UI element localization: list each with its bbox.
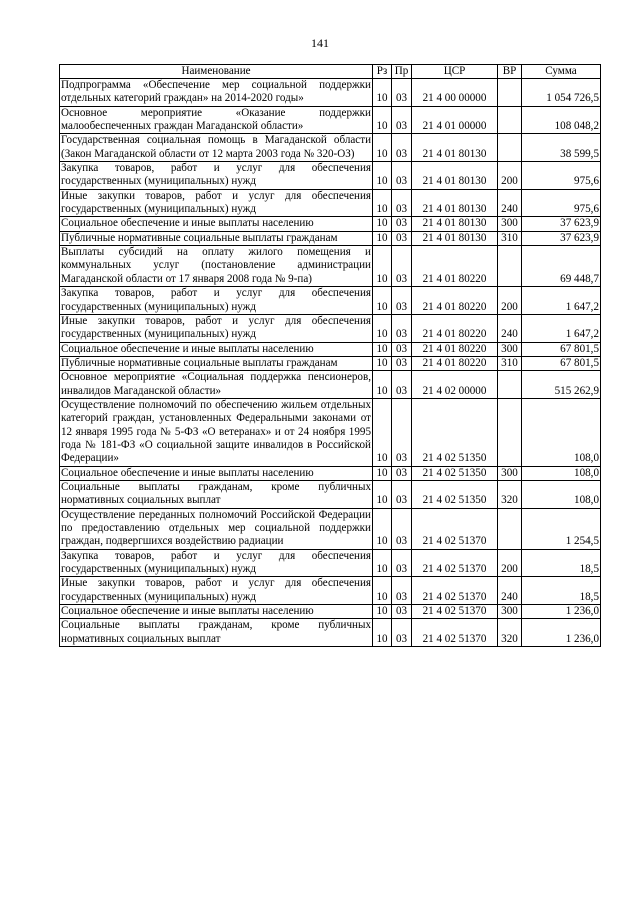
table-row xyxy=(60,508,601,549)
row-pr: 03 xyxy=(392,287,412,315)
row-name: Публичные нормативные социальные выплаты гражданам xyxy=(60,231,373,245)
table-row xyxy=(60,480,601,508)
row-sum: 18,5 xyxy=(522,549,601,577)
row-csr: 21 4 02 00000 xyxy=(412,371,498,399)
row-name: Осуществление переданных полномочий Российской Федерации по предоставлению отдельных мер социальной поддержки граждан, подвергшихся воздействию радиации xyxy=(61,508,371,548)
row-vr: 200 xyxy=(498,162,522,190)
row-sum: 108,0 xyxy=(522,480,601,508)
table-row xyxy=(60,398,601,466)
row-sum: 108,0 xyxy=(522,466,601,480)
table-row xyxy=(60,134,601,162)
row-vr: 300 xyxy=(498,605,522,619)
row-name: Закупка товаров, работ и услуг для обеспечения государственных (муниципальных) нужд xyxy=(61,287,371,313)
row-csr: 21 4 02 51370 xyxy=(412,549,498,577)
row-vr: 310 xyxy=(498,231,522,245)
table-row xyxy=(60,605,601,619)
row-vr xyxy=(498,106,522,134)
row-vr xyxy=(498,134,522,162)
row-csr: 21 4 00 00000 xyxy=(412,79,498,107)
row-name: Подпрограмма «Обеспечение мер социальной поддержки отдельных категорий граждан» на 2014-2020 годы» xyxy=(61,79,371,105)
row-name: Социальное обеспечение и иные выплаты населению xyxy=(60,342,373,356)
row-csr: 21 4 01 80130 xyxy=(412,134,498,162)
row-pr: 03 xyxy=(392,246,412,287)
row-vr: 320 xyxy=(498,619,522,647)
header-sum: Сумма xyxy=(522,65,601,79)
row-csr: 21 4 02 51350 xyxy=(412,398,498,466)
row-sum: 67 801,5 xyxy=(522,342,601,356)
row-csr: 21 4 01 80220 xyxy=(412,356,498,370)
row-vr: 300 xyxy=(498,342,522,356)
table-header-row xyxy=(60,65,601,79)
table-row xyxy=(60,549,601,577)
row-csr: 21 4 01 80130 xyxy=(412,162,498,190)
row-csr: 21 4 02 51370 xyxy=(412,577,498,605)
row-rz: 10 xyxy=(373,246,392,287)
row-sum: 1 054 726,5 xyxy=(522,79,601,107)
row-rz: 10 xyxy=(373,466,392,480)
row-name: Иные закупки товаров, работ и услуг для обеспечения государственных (муниципальных) нужд xyxy=(61,314,371,341)
row-rz: 10 xyxy=(373,577,392,605)
row-pr: 03 xyxy=(392,231,412,245)
row-rz: 10 xyxy=(373,619,392,647)
row-vr xyxy=(498,371,522,399)
row-sum: 108 048,2 xyxy=(522,106,601,134)
row-name: Публичные нормативные социальные выплаты гражданам xyxy=(60,356,373,370)
table-row xyxy=(60,162,601,190)
row-rz: 10 xyxy=(373,508,392,549)
row-csr: 21 4 01 80220 xyxy=(412,287,498,315)
row-csr: 21 4 01 80220 xyxy=(412,314,498,342)
row-name: Социальное обеспечение и иные выплаты населению xyxy=(60,605,373,619)
row-sum: 1 236,0 xyxy=(522,605,601,619)
row-rz: 10 xyxy=(373,106,392,134)
row-vr xyxy=(498,398,522,466)
table-row xyxy=(60,287,601,315)
table-row xyxy=(60,619,601,647)
row-pr: 03 xyxy=(392,342,412,356)
header-name: Наименование xyxy=(60,65,373,79)
row-vr: 300 xyxy=(498,217,522,231)
row-rz: 10 xyxy=(373,605,392,619)
row-sum: 67 801,5 xyxy=(522,356,601,370)
row-pr: 03 xyxy=(392,189,412,217)
row-rz: 10 xyxy=(373,189,392,217)
table-row xyxy=(60,371,601,399)
row-sum: 515 262,9 xyxy=(522,371,601,399)
row-csr: 21 4 02 51370 xyxy=(412,619,498,647)
row-sum: 37 623,9 xyxy=(522,217,601,231)
row-name: Социальные выплаты гражданам, кроме публичных нормативных социальных выплат xyxy=(61,480,371,507)
row-pr: 03 xyxy=(392,466,412,480)
row-vr: 310 xyxy=(498,356,522,370)
row-csr: 21 4 02 51370 xyxy=(412,508,498,549)
row-vr: 240 xyxy=(498,314,522,342)
row-sum: 975,6 xyxy=(522,189,601,217)
row-csr: 21 4 01 80130 xyxy=(412,189,498,217)
row-name: Осуществление полномочий по обеспечению жильем отдельных категорий граждан, установленных Федеральными законами от 12 января 1995 года № 5-ФЗ «О ветеранах» и от 24 ноября 1995 года № 181-ФЗ «О социальной защите инвалидов в Российской Федерации» xyxy=(61,398,371,465)
row-csr: 21 4 02 51370 xyxy=(412,605,498,619)
row-rz: 10 xyxy=(373,231,392,245)
row-sum: 1 647,2 xyxy=(522,314,601,342)
row-name: Социальное обеспечение и иные выплаты населению xyxy=(60,217,373,231)
row-pr: 03 xyxy=(392,398,412,466)
row-name: Государственная социальная помощь в Магаданской области (Закон Магаданской области от 12 марта 2003 года № 320-ОЗ) xyxy=(61,134,371,160)
table-row xyxy=(60,106,601,134)
row-rz: 10 xyxy=(373,549,392,577)
row-pr: 03 xyxy=(392,356,412,370)
row-name: Закупка товаров, работ и услуг для обеспечения государственных (муниципальных) нужд xyxy=(61,162,371,188)
header-vr: ВР xyxy=(498,65,522,79)
row-pr: 03 xyxy=(392,162,412,190)
row-pr: 03 xyxy=(392,79,412,107)
row-csr: 21 4 01 80130 xyxy=(412,217,498,231)
row-vr: 240 xyxy=(498,189,522,217)
row-rz: 10 xyxy=(373,162,392,190)
row-vr: 200 xyxy=(498,287,522,315)
row-pr: 03 xyxy=(392,508,412,549)
table-row xyxy=(60,577,601,605)
row-sum: 69 448,7 xyxy=(522,246,601,287)
table-row xyxy=(60,246,601,287)
table-row xyxy=(60,342,601,356)
row-vr: 200 xyxy=(498,549,522,577)
table-row xyxy=(60,466,601,480)
table-row xyxy=(60,79,601,107)
row-sum: 38 599,5 xyxy=(522,134,601,162)
row-name: Социальное обеспечение и иные выплаты населению xyxy=(60,466,373,480)
row-vr xyxy=(498,508,522,549)
row-sum: 975,6 xyxy=(522,162,601,190)
budget-table xyxy=(59,64,601,647)
row-pr: 03 xyxy=(392,134,412,162)
row-csr: 21 4 01 00000 xyxy=(412,106,498,134)
table-row xyxy=(60,217,601,231)
row-vr: 320 xyxy=(498,480,522,508)
row-rz: 10 xyxy=(373,371,392,399)
table-row xyxy=(60,231,601,245)
row-pr: 03 xyxy=(392,619,412,647)
row-rz: 10 xyxy=(373,480,392,508)
header-csr: ЦСР xyxy=(412,65,498,79)
row-csr: 21 4 01 80220 xyxy=(412,246,498,287)
table-row xyxy=(60,356,601,370)
row-name: Выплаты субсидий на оплату жилого помещения и коммунальных услуг (постановление администрации Магаданской области от 17 января 2008 года № 9-па) xyxy=(61,246,371,285)
row-sum: 108,0 xyxy=(522,398,601,466)
row-rz: 10 xyxy=(373,314,392,342)
row-name: Иные закупки товаров, работ и услуг для обеспечения государственных (муниципальных) нужд xyxy=(61,189,371,216)
page-number: 141 xyxy=(311,36,329,50)
table-row xyxy=(60,314,601,342)
row-rz: 10 xyxy=(373,217,392,231)
row-name: Основное мероприятие «Оказание поддержки малообеспеченных граждан Магаданской области» xyxy=(61,106,371,133)
row-rz: 10 xyxy=(373,287,392,315)
table-row xyxy=(60,189,601,217)
row-vr: 300 xyxy=(498,466,522,480)
row-sum: 37 623,9 xyxy=(522,231,601,245)
row-pr: 03 xyxy=(392,549,412,577)
row-pr: 03 xyxy=(392,480,412,508)
row-name: Иные закупки товаров, работ и услуг для обеспечения государственных (муниципальных) нужд xyxy=(61,577,371,603)
row-sum: 1 647,2 xyxy=(522,287,601,315)
row-vr: 240 xyxy=(498,577,522,605)
row-pr: 03 xyxy=(392,371,412,399)
row-vr xyxy=(498,246,522,287)
row-pr: 03 xyxy=(392,577,412,605)
row-csr: 21 4 01 80130 xyxy=(412,231,498,245)
row-csr: 21 4 01 80220 xyxy=(412,342,498,356)
row-rz: 10 xyxy=(373,342,392,356)
row-pr: 03 xyxy=(392,106,412,134)
row-csr: 21 4 02 51350 xyxy=(412,466,498,480)
row-pr: 03 xyxy=(392,217,412,231)
row-name: Социальные выплаты гражданам, кроме публичных нормативных социальных выплат xyxy=(61,619,371,645)
row-pr: 03 xyxy=(392,314,412,342)
row-rz: 10 xyxy=(373,356,392,370)
row-sum: 18,5 xyxy=(522,577,601,605)
row-rz: 10 xyxy=(373,79,392,107)
row-sum: 1 254,5 xyxy=(522,508,601,549)
row-csr: 21 4 02 51350 xyxy=(412,480,498,508)
row-name: Основное мероприятие «Социальная поддержка пенсионеров, инвалидов Магаданской области» xyxy=(61,371,371,397)
header-rz: Рз xyxy=(373,65,392,79)
row-name: Закупка товаров, работ и услуг для обеспечения государственных (муниципальных) нужд xyxy=(61,549,371,576)
row-rz: 10 xyxy=(373,398,392,466)
header-pr: Пр xyxy=(392,65,412,79)
row-rz: 10 xyxy=(373,134,392,162)
row-vr xyxy=(498,79,522,107)
row-sum: 1 236,0 xyxy=(522,619,601,647)
row-pr: 03 xyxy=(392,605,412,619)
